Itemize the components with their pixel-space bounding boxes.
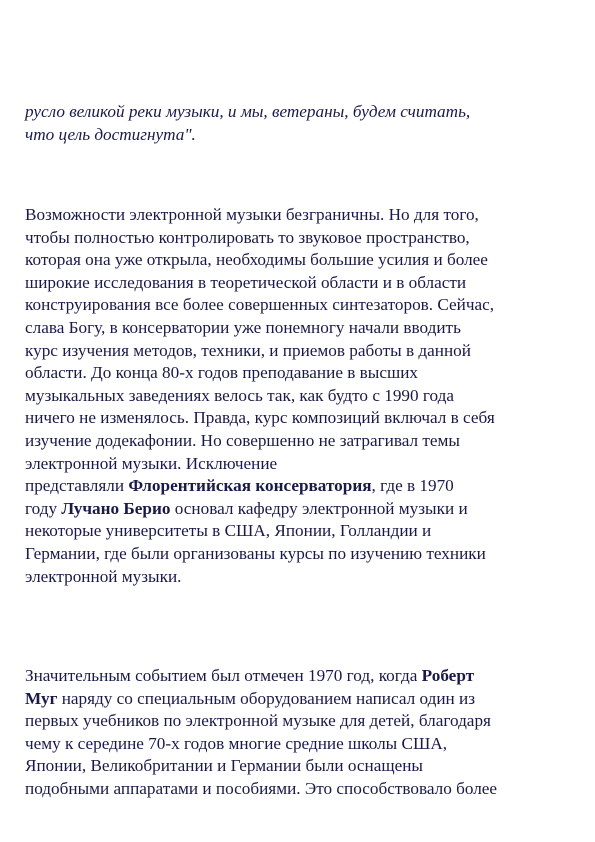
paragraph-line: чему к середине 70-х годов многие средние школы США, bbox=[25, 733, 448, 753]
paragraph-text: представляли bbox=[25, 476, 129, 496]
paragraph-line: которая она уже открыла, необходимы большие усилия и более bbox=[25, 250, 488, 270]
highlighted-name: Флорентийская консерватория bbox=[128, 476, 372, 496]
paragraph-line: электронной музыки. Исключение bbox=[25, 453, 278, 473]
quote-paragraph bbox=[25, 101, 580, 146]
paragraph-line bbox=[25, 665, 580, 688]
paragraph-line: области. До конца 80-х годов преподавание в высших bbox=[25, 363, 418, 383]
paragraph-text: , где в 1970 bbox=[371, 476, 454, 496]
quote-line: что цель достигнута". bbox=[25, 124, 196, 144]
body-paragraph-2 bbox=[25, 665, 580, 801]
paragraph-line bbox=[25, 688, 580, 711]
paragraph-line bbox=[25, 498, 580, 521]
paragraph-line: слава Богу, в консерватории уже понемногу начали вводить bbox=[25, 317, 461, 337]
paragraph-text: наряду со специальным оборудованием написал один из bbox=[57, 688, 476, 708]
paragraph-line: ничего не изменялось. Правда, курс композиций включал в себя bbox=[25, 408, 495, 428]
paragraph-line: курс изучения методов, техники, и приемов работы в данной bbox=[25, 340, 471, 360]
paragraph-line bbox=[25, 475, 580, 498]
quote-line: русло великой реки музыки, и мы, ветераны, будем считать, bbox=[25, 102, 471, 121]
paragraph-line: некоторые университеты в США, Японии, Голландии и bbox=[25, 521, 432, 541]
paragraph-line: Возможности электронной музыки безграничны. Но для того, bbox=[25, 205, 479, 224]
highlighted-name: Муг bbox=[25, 688, 58, 708]
highlighted-name: Роберт bbox=[421, 666, 475, 685]
paragraph-line: изучение додекафонии. Но совершенно не затрагивал темы bbox=[25, 430, 460, 450]
paragraph-text: году bbox=[25, 498, 62, 518]
paragraph-text: Значительным событием был отмечен 1970 год, когда bbox=[25, 666, 422, 685]
paragraph-line: широкие исследования в теоретической области и в области bbox=[25, 272, 467, 292]
paragraph-line: электронной музыки. bbox=[25, 566, 182, 586]
highlighted-name: Лучано Берио bbox=[61, 498, 171, 518]
paragraph-line: чтобы полностью контролировать то звуковое пространство, bbox=[25, 227, 470, 247]
paragraph-line: первых учебников по электронной музыке для детей, благодаря bbox=[25, 711, 491, 731]
paragraph-line: Германии, где были организованы курсы по изучению техники bbox=[25, 543, 486, 563]
paragraph-line: конструирования все более совершенных синтезаторов. Сейчас, bbox=[25, 295, 495, 315]
body-paragraph-1 bbox=[25, 204, 580, 588]
paragraph-line: музыкальных заведениях велось так, как будто с 1990 года bbox=[25, 385, 455, 405]
paragraph-text: основал кафедру электронной музыки и bbox=[170, 498, 468, 518]
paragraph-line: Японии, Великобритании и Германии были оснащены bbox=[25, 756, 423, 776]
paragraph-line: подобными аппаратами и пособиями. Это способствовало более bbox=[25, 778, 498, 798]
